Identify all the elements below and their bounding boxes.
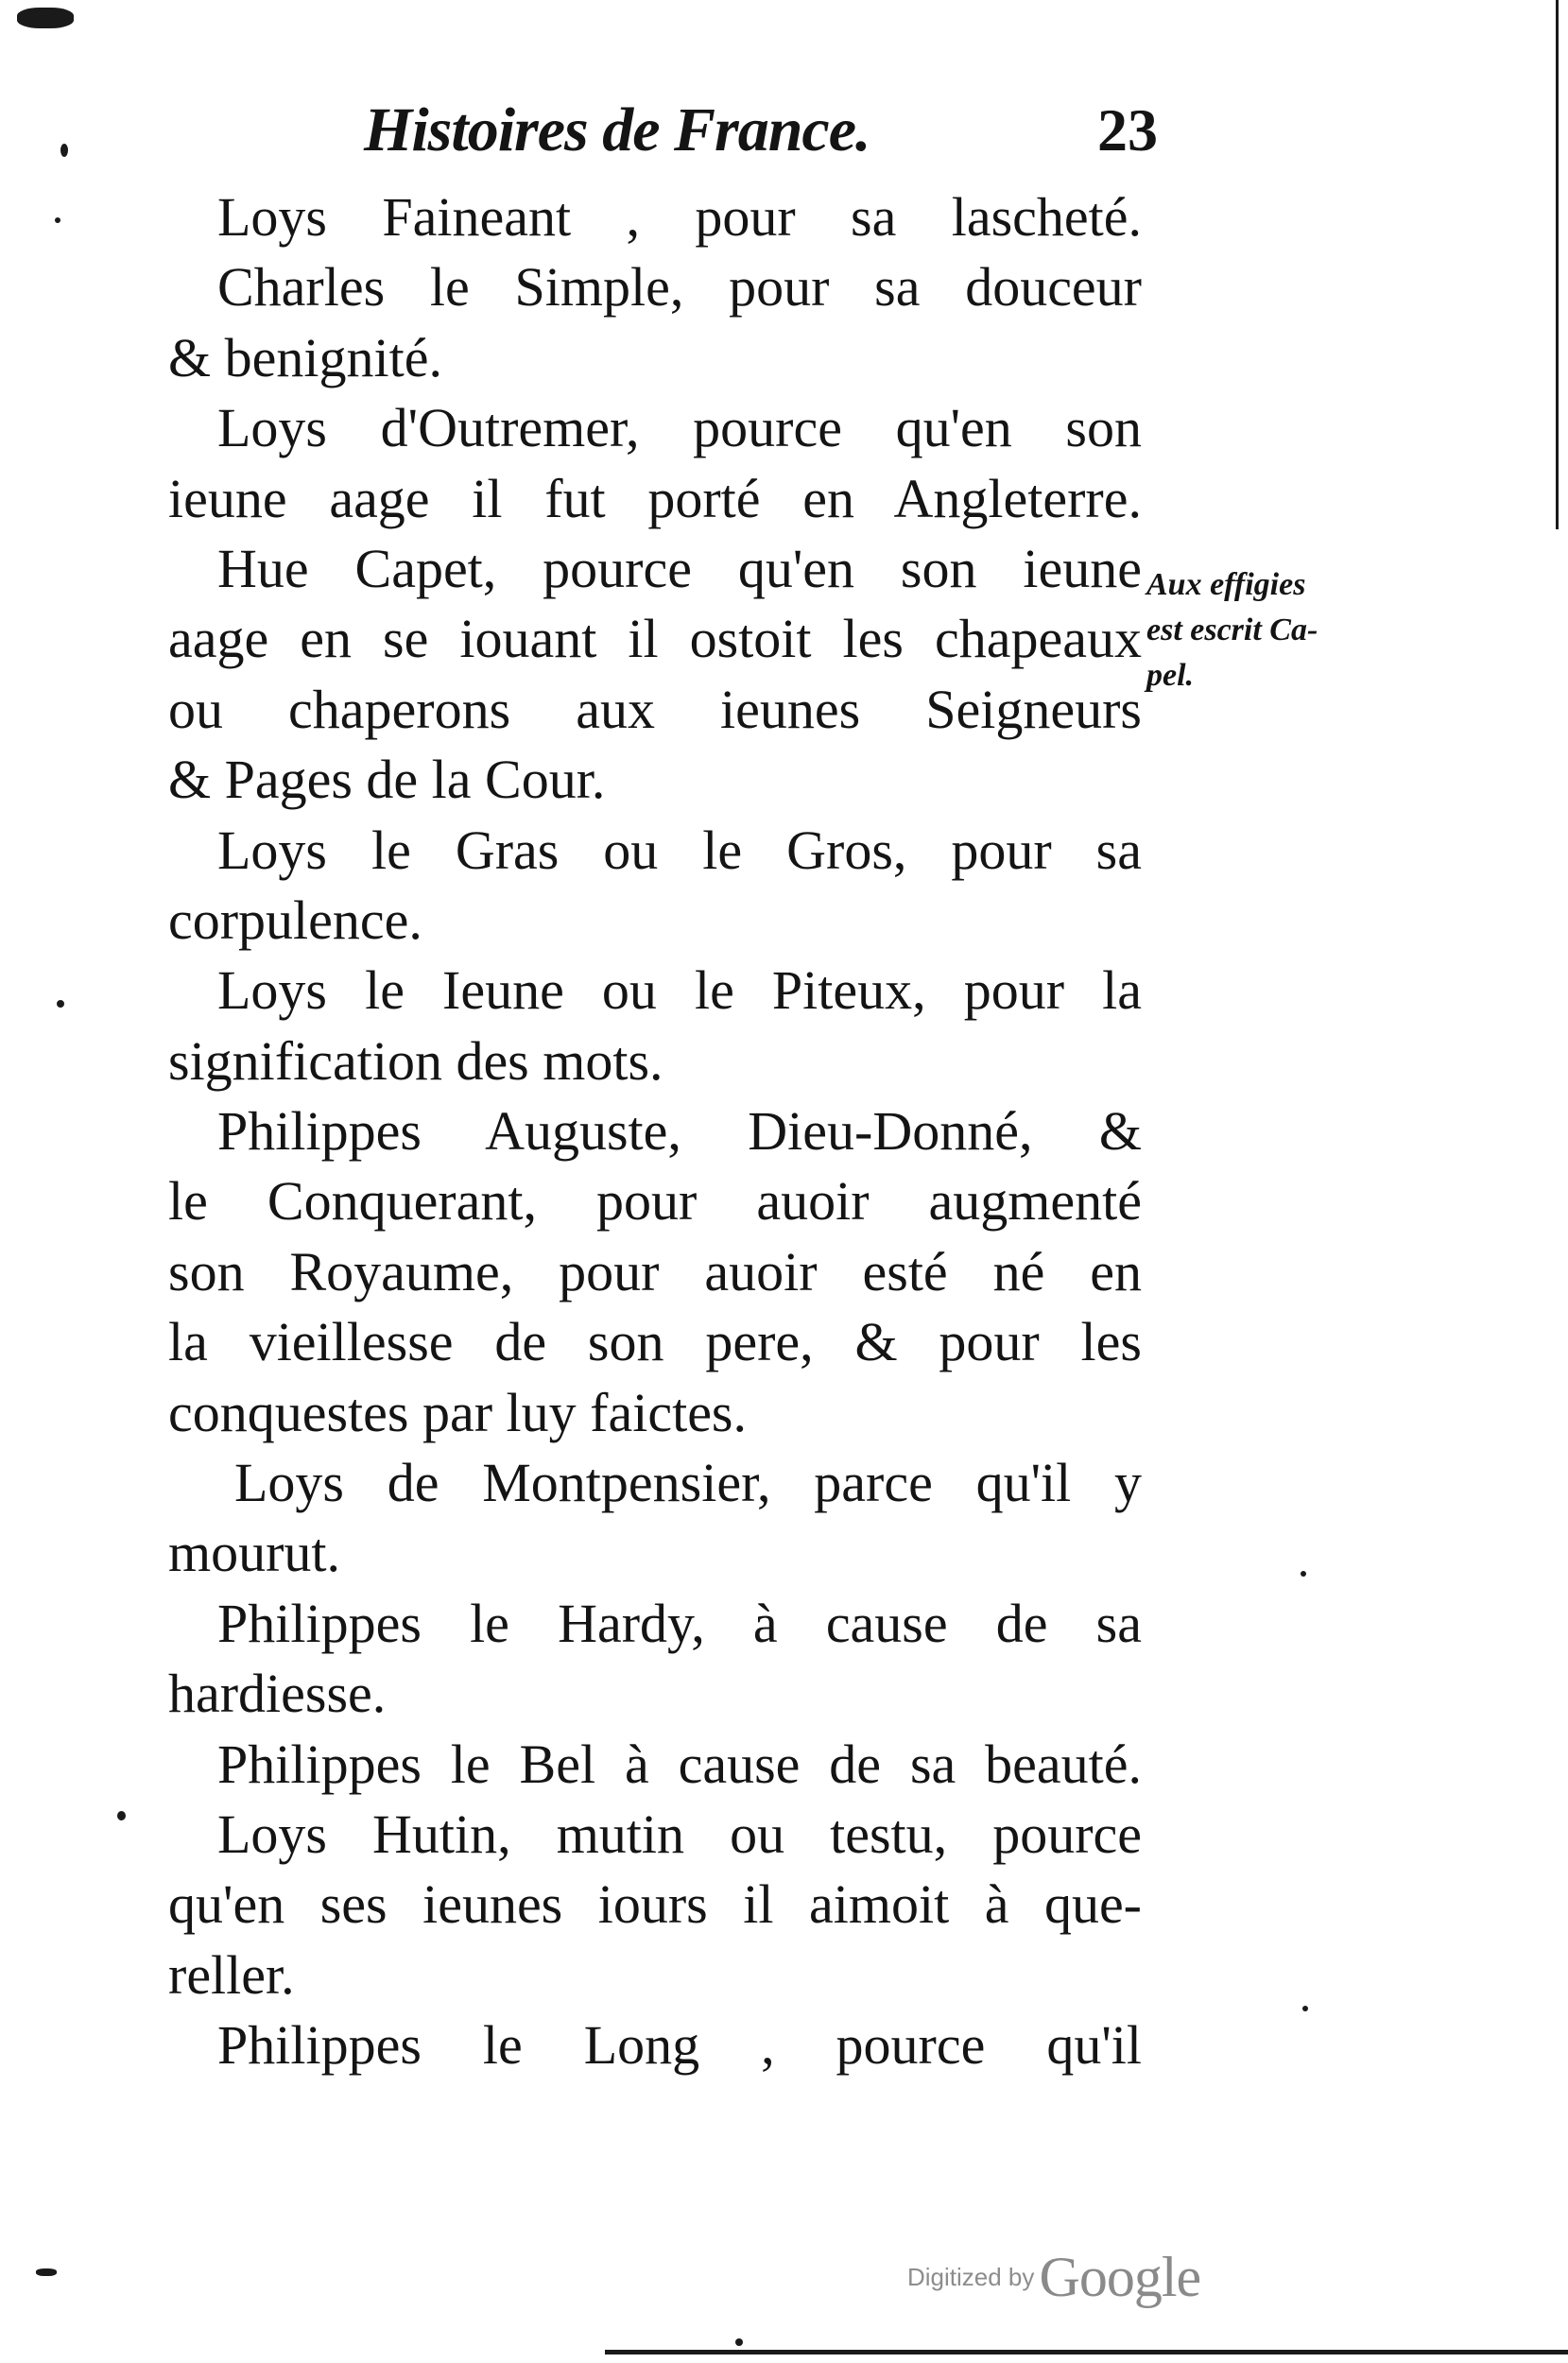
running-title: Histoires de France. [364,95,870,164]
page-edge-line [605,2350,1568,2354]
text-line: Loys le Ieune ou le Piteux, pour la [217,959,1142,1022]
scan-speck [117,1811,126,1820]
body-text [168,182,1142,2081]
text-line: reller. [168,1943,295,2006]
scan-speck [1302,2006,1308,2011]
text-line: Loys le Gras ou le Gros, pour sa [217,819,1142,881]
text-line: Loys Hutin, mutin ou testu, pource [217,1802,1142,1865]
google-logo: Google [1039,2246,1201,2308]
text-line: conquestes par luy faictes. [168,1381,748,1443]
text-line: qu'en ses ieunes iours il aimoit à que- [168,1873,1142,1936]
scan-speck [17,8,74,28]
page-header [364,83,1158,178]
text-line: Loys de Montpensier, parce qu'il y [234,1452,1142,1514]
digitized-watermark [907,2245,1200,2311]
scan-speck [57,1000,64,1008]
text-line: aage en se iouant il ostoit les chapeaux [168,608,1142,670]
text-line: la vieillesse de son pere, & pour les [168,1311,1142,1373]
margin-note [1146,562,1373,699]
margin-note-line: est escrit Ca- [1146,612,1318,647]
text-line: signification des mots. [168,1029,663,1092]
scan-speck [1301,1571,1306,1577]
scan-speck [55,217,60,223]
digitized-label: Digitized by [907,2263,1035,2291]
text-line: Philippes le Long , pource qu'il [217,2014,1142,2077]
margin-note-line: Aux effigies [1146,567,1306,602]
text-line: hardiesse. [168,1663,387,1725]
text-line: son Royaume, pour auoir esté né en [168,1240,1142,1302]
page-edge-line [1556,0,1559,529]
text-line: Charles le Simple, pour sa douceur [217,256,1142,319]
text-line: ieune aage il fut porté en Angleterre. [168,467,1142,529]
text-line: Philippes le Hardy, à cause de sa [217,1592,1142,1654]
scan-speck [60,144,68,157]
text-line: Hue Capet, pource qu'en son ieune [217,537,1142,599]
text-line: mourut. [168,1522,341,1584]
text-line: le Conquerant, pour auoir augmenté [168,1170,1142,1233]
text-line: Philippes le Bel à cause de sa beauté. [217,1733,1142,1795]
scan-speck [735,2338,743,2346]
text-line: Philippes Auguste, Dieu-Donné, & [217,1100,1142,1163]
margin-note-line: pel. [1146,658,1195,693]
text-line: & benignité. [168,326,442,388]
text-line: & Pages de la Cour. [168,749,606,811]
text-line: corpulence. [168,888,422,951]
text-line: Loys d'Outremer, pource qu'en son [217,397,1142,459]
scan-speck [36,2268,57,2276]
text-line: Loys Faineant , pour sa lascheté. [217,186,1142,248]
page-number: 23 [1097,96,1158,164]
text-line: ou chaperons aux ieunes Seigneurs [168,678,1142,740]
